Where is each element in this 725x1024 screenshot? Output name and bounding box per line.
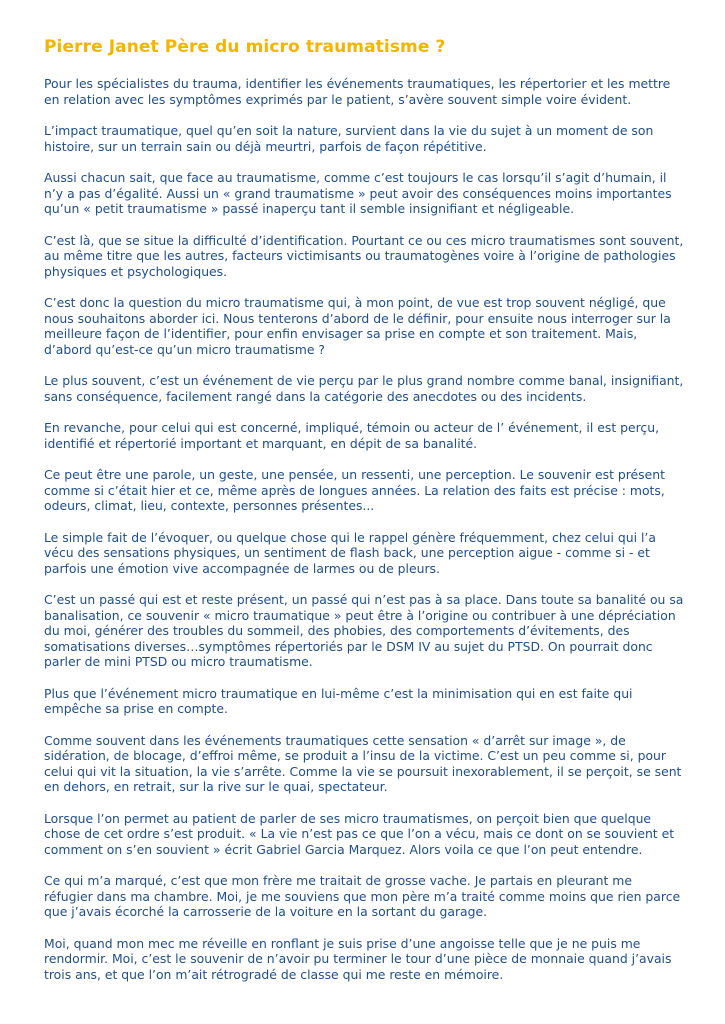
paragraph-15: Moi, quand mon mec me réveille en ronflant je suis prise d’une angoisse telle que je ne puis me rendormir. Moi, c’est le souvenir de n’avoir pu terminer le tour d’une pièce de monnaie quand j’avais trois ans, et que l’on m’ait rétrogradé de classe qui me reste en mémoire. [44,935,672,982]
paragraph-14: Ce qui m’a marqué, c’est que mon frère me traitait de grosse vache. Je partais en pleurant me réfugier dans ma chambre. Moi, je me souviens que mon père m’a traité comme moins que rien parce que j’avais écorché la carrosserie de la voiture en la sortant du garage. [44,873,681,919]
document-title: Pierre Janet Père du micro traumatisme ? [44,37,446,57]
paragraph-6: Le plus souvent, c’est un événement de vie perçu par le plus grand nombre comme banal, insignifiant, sans conséquence, facilement rangé dans la catégorie des anecdotes ou des incidents. [44,373,684,404]
paragraph-9: Le simple fait de l’évoquer, ou quelque chose qui le rappel génère fréquemment, chez celui qui l’a vécu des sensations physiques, un sentiment de flash back, une perception aigue - comme si - et parfois une émotion vive accompagnée de larmes ou de pleurs. [44,529,656,576]
paragraph-4: C’est là, que se situe la difficulté d’identification. Pourtant ce ou ces micro traumatismes sont souvent, au même titre que les autres, facteurs victimisants ou traumatogènes voire à l’origine de pathologies physiques et psychologiques. [44,232,684,279]
paragraph-3: Aussi chacun sait, que face au traumatisme, comme c’est toujours le cas lorsqu’il s’agit d’humain, il n’y a pas d’égalité. Aussi un « grand traumatisme » peut avoir des conséquences moins importantes qu’un « petit traumatisme » passé inaperçu tant il semble insignifiant et négligeable. [44,170,672,216]
document-page [44,36,684,998]
paragraph-11: Plus que l’événement micro traumatique en lui-même c’est la minimisation qui en est faite qui empêche sa prise en compte. [44,685,633,716]
paragraph-7: En revanche, pour celui qui est concerné, impliqué, témoin ou acteur de l’ événement, il est perçu, identifié et répertorié important et marquant, en dépit de sa banalité. [44,420,660,451]
paragraph-5: C’est donc la question du micro traumatisme qui, à mon point, de vue est trop souvent négligé, que nous souhaitons aborder ici. Nous tenterons d’abord de le définir, pour ensuite nous interroger sur la meilleure façon de l’identifier, pour enfin envisager sa prise en compte et son traitement. Mais, d’abord qu’est-ce qu’un micro traumatisme ? [44,295,671,357]
paragraph-2: L’impact traumatique, quel qu’en soit la nature, survient dans la vie du sujet à un moment de son histoire, sur un terrain sain ou déjà meurtri, parfois de façon répétitive. [44,123,654,154]
paragraph-10: C’est un passé qui est et reste présent, un passé qui n’est pas à sa place. Dans toute sa banalité ou sa banalisation, ce souvenir « micro traumatique » peut être à l’origine ou contribuer à une dépréciation du moi, générer des troubles du sommeil, des phobies, des comportements d’évitements, des somatisations diverses…symptômes répertoriés par le DSM IV au sujet du PTSD. On pourrait donc parler de mini PTSD ou micro traumatisme. [44,592,684,669]
paragraph-13: Lorsque l’on permet au patient de parler de ses micro traumatismes, on perçoit bien que quelque chose de cet ordre s’est produit. « La vie n’est pas ce que l’on a vécu, mais ce dont on se souvient et comment on s’en souvient » écrit Gabriel Garcia Marquez. Alors voila ce que l’on peut entendre. [44,810,675,857]
paragraph-1: Pour les spécialistes du trauma, identifier les événements traumatiques, les répertorier et les mettre en relation avec les symptômes exprimés par le patient, s’avère souvent simple voire évident. [44,76,671,107]
paragraph-8: Ce peut être une parole, un geste, une pensée, un ressenti, une perception. Le souvenir est présent comme si c’était hier et ce, même après de longues années. La relation des faits est précise : mots, odeurs, climat, lieu, contexte, personnes présentes... [44,467,665,513]
paragraph-12: Comme souvent dans les événements traumatiques cette sensation « d’arrêt sur image », de sidération, de blocage, d’effroi même, se produit a l’insu de la victime. C’est un peu comme si, pour celui qui vit la situation, la vie s’arrête. Comme la vie se poursuit inexorablement, il se perçoit, se sent en dehors, en retrait, sur la rive sur le quai, spectateur. [44,732,682,794]
